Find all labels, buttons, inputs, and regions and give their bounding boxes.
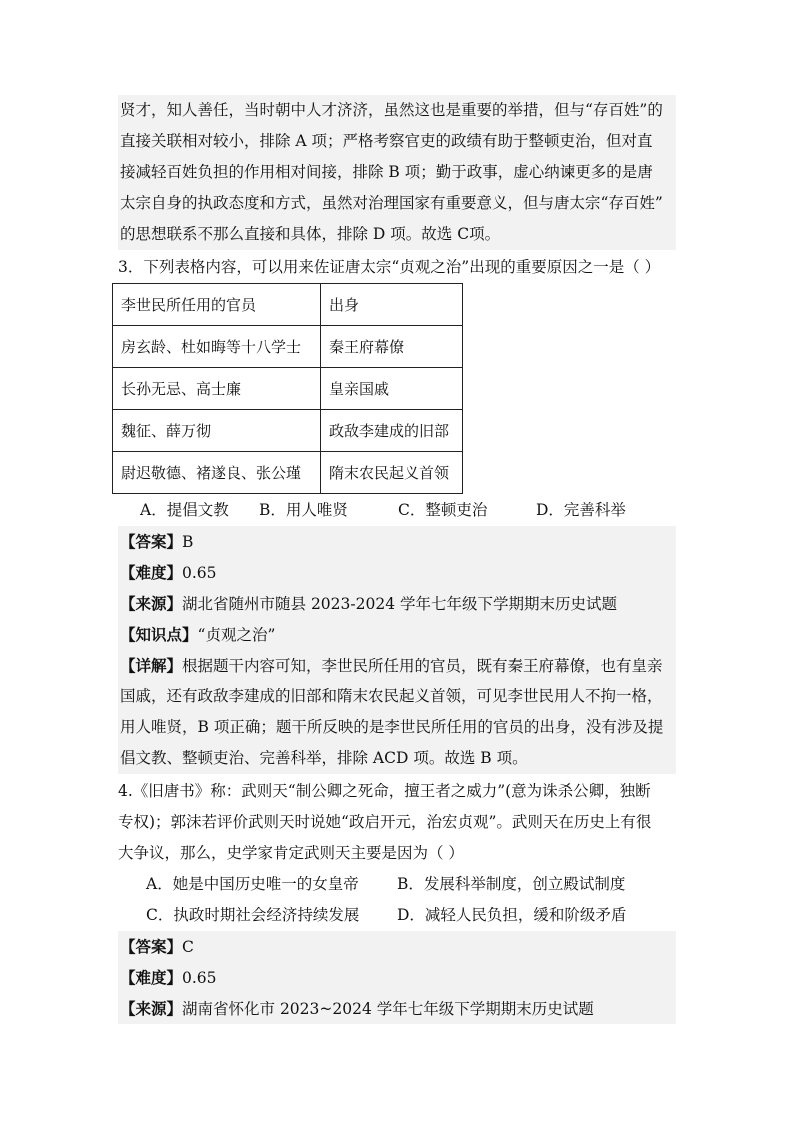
difficulty-value: 0.65 [182, 564, 217, 582]
table-cell: 尉迟敬德、褚遂良、张公瑾 [113, 452, 321, 494]
q3-source-line [118, 588, 676, 619]
q3-table [112, 283, 463, 494]
q4-source-line [118, 993, 676, 1024]
q3-detail-line: 国戚，还有政敌李建成的旧部和隋末农民起义首领，可见李世民用人不拘一格， [120, 687, 663, 705]
q3-stem: 3．下列表格内容，可以用来佐证唐太宗“贞观之治”出现的重要原因之一是（ ） [118, 258, 661, 276]
detail-text: 根据题干内容可知，李世民所任用的官员，既有秦王府幕僚，也有皇亲 [182, 657, 663, 675]
table-row [113, 410, 463, 452]
q3-option-d: D．完善科举 [536, 501, 626, 519]
q4-analysis-block [118, 931, 676, 1024]
q4-option-b: B．发展科举制度，创立殿试制度 [397, 875, 626, 893]
q4-option-d: D．减轻人民负担，缓和阶级矛盾 [397, 906, 627, 924]
q3-answer-line [118, 526, 676, 557]
table-cell: 李世民所任用的官员 [113, 284, 321, 326]
q4-option-c: C．执政时期社会经济持续发展 [146, 906, 360, 924]
q4-answer-line [118, 931, 676, 962]
q3-analysis-block [118, 526, 676, 774]
q3-option-a: A．提倡文教 [140, 501, 229, 519]
prev-detail-line: 太宗自身的执政态度和方式，虽然对治理国家有重要意义，但与唐太宗“存百姓” [120, 194, 663, 212]
prev-detail-block [118, 95, 676, 250]
q3-option-c: C．整顿吏治 [398, 501, 488, 519]
table-cell: 政敌李建成的旧部 [321, 410, 463, 452]
q4-option-a: A．她是中国历史唯一的女皇帝 [146, 875, 359, 893]
q3-detail-line: 用人唯贤，B 项正确；题干所反映的是李世民所任用的官员的出身，没有涉及提 [120, 718, 664, 736]
q4-stem-line: 4.《旧唐书》称：武则天“制公卿之死命，擅王者之威力”(意为诛杀公卿，独断 [118, 782, 651, 800]
q4-stem-line: 大争议，那么，史学家肯定武则天主要是因为（ ） [118, 844, 464, 862]
table-cell: 长孙无忌、高士廉 [113, 368, 321, 410]
q4-stem-line: 专权)；郭沫若评价武则天时说她“政启开元，治宏贞观”。武则天在历史上有很 [118, 813, 652, 831]
table-cell: 房玄龄、杜如晦等十八学士 [113, 326, 321, 368]
source-label: 【来源】 [120, 999, 183, 1018]
table-cell: 皇亲国戚 [321, 368, 463, 410]
q3-detail-line [118, 650, 676, 681]
prev-detail-line: 贤才，知人善任，当时朝中人才济济，虽然这也是重要的举措，但与“存百姓”的 [120, 101, 663, 119]
answer-label: 【答案】 [120, 937, 183, 956]
source-value: 湖北省随州市随县 2023-2024 学年七年级下学期期末历史试题 [182, 595, 618, 613]
q4-difficulty-line [118, 962, 676, 993]
knowledge-label: 【知识点】 [120, 625, 198, 644]
q3-detail-line: 倡文教、整顿吏治、完善科举，排除 ACD 项。故选 B 项。 [120, 749, 528, 767]
prev-detail-line: 直接关联相对较小，排除 A 项；严格考察官吏的政绩有助于整顿吏治，但对直 [120, 132, 653, 150]
table-cell: 隋末农民起义首领 [321, 452, 463, 494]
table-cell: 秦王府幕僚 [321, 326, 463, 368]
table-row [113, 326, 463, 368]
table-row [113, 368, 463, 410]
q3-difficulty-line [118, 557, 676, 588]
difficulty-value: 0.65 [182, 969, 217, 987]
difficulty-label: 【难度】 [120, 563, 183, 582]
q3-option-b: B．用人唯贤 [259, 501, 348, 519]
prev-detail-line: 的思想联系不那么直接和具体，排除 D 项。故选 C项。 [120, 225, 501, 243]
source-value: 湖南省怀化市 2023~2024 学年七年级下学期期末历史试题 [182, 1000, 594, 1018]
prev-detail-line: 接减轻百姓负担的作用相对间接，排除 B 项；勤于政事，虚心纳谏更多的是唐 [120, 163, 653, 181]
difficulty-label: 【难度】 [120, 968, 183, 987]
q3-knowledge-line [118, 619, 676, 650]
answer-label: 【答案】 [120, 532, 183, 551]
answer-value: C [182, 938, 194, 956]
table-cell: 魏征、薛万彻 [113, 410, 321, 452]
knowledge-value: “贞观之治” [197, 626, 276, 644]
answer-value: B [182, 533, 194, 551]
table-row [113, 452, 463, 494]
source-label: 【来源】 [120, 594, 183, 613]
table-header-row [113, 284, 463, 326]
table-cell: 出身 [321, 284, 463, 326]
detail-label: 【详解】 [120, 656, 183, 675]
